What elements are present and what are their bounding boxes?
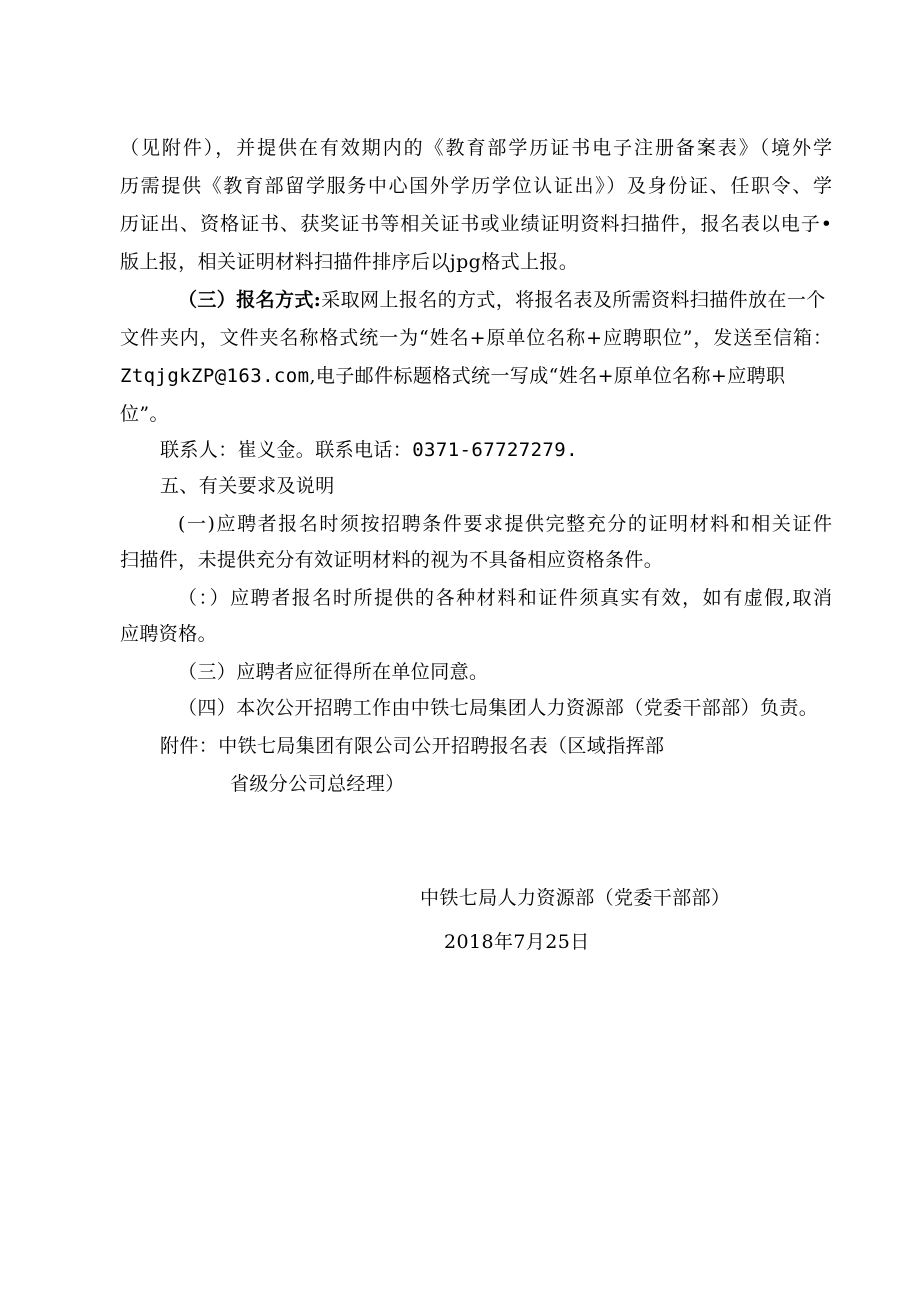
email-line [120, 364, 785, 388]
contact-line [160, 438, 578, 462]
paragraph-line: 位”。 [120, 403, 169, 425]
requirement-1-line: (一)应聘者报名时须按招聘条件要求提供完整充分的证明材料和相关证件 [178, 513, 832, 535]
signature-org: 中铁七局人力资源部（党委干部部） [420, 887, 731, 909]
paragraph-line: 历需提供《教育部留学服务中心国外学历学位认证出》）及身份证、任职令、学 [120, 175, 832, 197]
paragraph-line: 文件夹内，文件夹名称格式统一为“姓名+原单位名称+应聘职位”，发送至信箱： [120, 327, 832, 349]
paragraph-line: 版上报，相关证明材料扫描件排序后以jpg格式上报。 [120, 251, 579, 273]
requirement-1-line: 扫描件，未提供充分有效证明材料的视为不具备相应资格条件。 [120, 549, 664, 571]
contact-phone: 0371-67727279. [412, 439, 578, 461]
requirement-2-line: （：）应聘者报名时所提供的各种材料和证件须真实有效，如有虚假,取消 [178, 587, 832, 609]
registration-method-label: （三）报名方式: [178, 289, 322, 311]
paragraph-line: （见附件），并提供在有效期内的《教育部学历证书电子注册备案表》（境外学 [120, 137, 832, 159]
requirement-3: （三）应聘者应征得所在单位同意。 [178, 661, 489, 683]
attachment-line: 省级分公司总经理） [230, 773, 405, 795]
contact-label: 联系人：崔义金。联系电话： [160, 439, 413, 461]
email-line-text: ,电子邮件标题格式统一写成“姓名+原单位名称+应聘职 [309, 365, 786, 387]
requirement-2-line: 应聘资格。 [120, 623, 218, 645]
signature-date: 2018年7月25日 [444, 931, 590, 953]
email-address: ZtqjgkZP@163.com [120, 365, 310, 387]
paragraph-line: 历证出、资格证书、获奖证书等相关证书或业绩证明资料扫描件，报名表以电子• [120, 213, 832, 235]
section-heading: 五、有关要求及说明 [160, 475, 335, 497]
attachment-line: 附件：中铁七局集团有限公司公开招聘报名表（区域指挥部 [160, 735, 665, 757]
requirement-4: （四）本次公开招聘工作由中铁七局集团人力资源部（党委干部部）负责。 [178, 697, 819, 719]
registration-method-text: 采取网上报名的方式，将报名表及所需资料扫描件放在一个 [321, 289, 826, 311]
registration-method-line [178, 288, 826, 312]
